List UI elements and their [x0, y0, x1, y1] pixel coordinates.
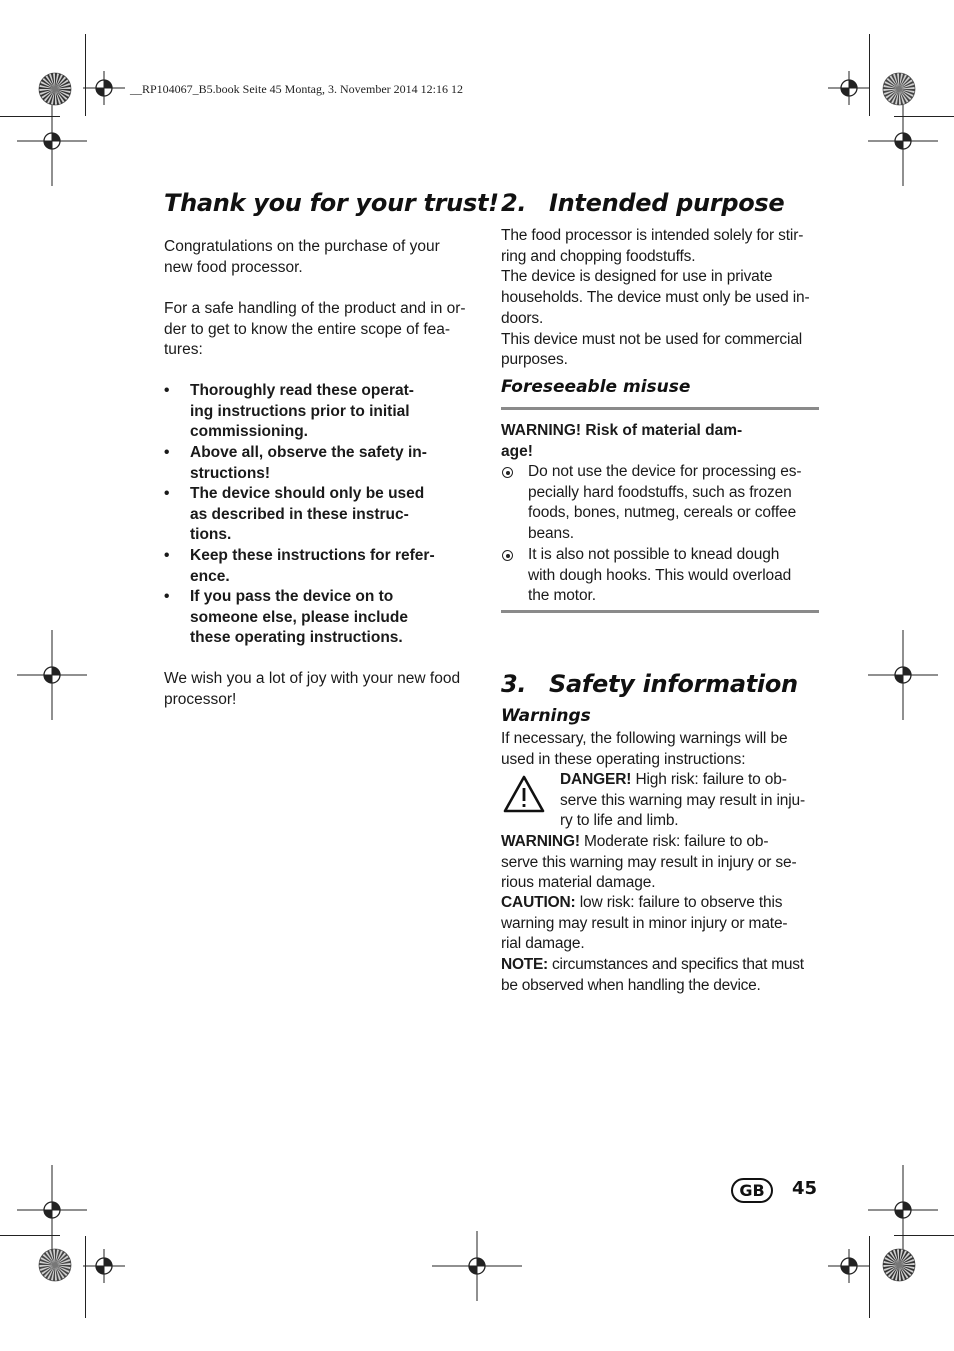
registration-mark-icon	[828, 1249, 870, 1283]
registration-mark-icon	[83, 71, 125, 105]
section-number: 3.	[501, 670, 527, 698]
page-title: Thank you for your trust!	[164, 189, 499, 217]
misuse-item	[528, 545, 791, 607]
text-line: new food processor.	[164, 258, 303, 276]
section-number: 2.	[501, 189, 527, 217]
warnings-intro	[501, 729, 788, 770]
text-line: For a safe handling of the product and in or-	[164, 300, 466, 317]
text-line: der to get to know the entire scope of fea-	[164, 320, 451, 338]
note-label: NOTE:	[501, 956, 548, 973]
text-line: serve this warning may result in injury or se-	[501, 853, 797, 871]
section-heading-safety-information	[501, 670, 798, 698]
warning-box-bottom-rule	[501, 610, 819, 613]
section-title: Intended purpose	[549, 189, 785, 217]
registration-mark-icon	[868, 630, 938, 720]
text-line: ence.	[190, 567, 230, 585]
warning-triangle-icon	[502, 774, 546, 814]
registration-mark-icon	[828, 71, 870, 105]
registration-mark-icon	[868, 1165, 938, 1255]
bullet-icon: •	[164, 382, 170, 399]
safe-handling-paragraph	[164, 299, 466, 361]
circle-bullet-icon	[502, 467, 513, 478]
section-title: Safety information	[549, 670, 798, 698]
section-heading-intended-purpose	[501, 189, 784, 217]
caution-paragraph	[501, 893, 787, 955]
text-line: with dough hooks. This would overload	[528, 566, 792, 584]
text-line: High risk: failure to ob-	[631, 771, 787, 788]
circle-bullet-icon	[502, 550, 513, 561]
text-line: Above all, observe the safety in-	[190, 444, 427, 461]
text-line: Do not use the device for processing es-	[528, 463, 802, 480]
registration-mark-icon	[868, 96, 938, 186]
text-line: pecially hard foodstuffs, such as frozen	[528, 483, 792, 501]
country-badge: GB	[731, 1178, 773, 1203]
text-line: these operating instructions.	[190, 629, 403, 647]
text-line: We wish you a lot of joy with your new food	[164, 670, 461, 687]
text-line: rial damage.	[501, 935, 585, 953]
color-wheel-icon	[38, 72, 72, 106]
bullet-icon: •	[164, 444, 170, 461]
warning-paragraph	[501, 832, 796, 894]
registration-mark-icon	[17, 630, 87, 720]
text-line: the motor.	[528, 587, 596, 605]
subheading-foreseeable-misuse: Foreseeable misuse	[501, 377, 691, 397]
text-line: someone else, please include	[190, 608, 408, 626]
text-line: The food processor is intended solely for stir-	[501, 227, 804, 244]
text-line: ring and chopping foodstuffs.	[501, 247, 696, 265]
text-line: doors.	[501, 309, 544, 327]
warning-heading	[501, 421, 742, 462]
text-line: warning may result in minor injury or mate-	[501, 914, 788, 932]
text-line: rious material damage.	[501, 874, 656, 892]
warning-box-top-rule	[501, 407, 819, 410]
print-header: __RP104067_B5.book Seite 45 Montag, 3. November 2014 12:16 12	[130, 82, 463, 96]
registration-mark-icon	[432, 1231, 522, 1301]
color-wheel-icon	[882, 1248, 916, 1282]
text-line: Keep these instructions for refer-	[190, 547, 435, 564]
intended-purpose-paragraph	[501, 226, 809, 371]
text-line: Congratulations on the purchase of your	[164, 238, 440, 255]
note-paragraph	[501, 955, 804, 996]
closing-paragraph	[164, 669, 460, 710]
text-line: as described in these instruc-	[190, 505, 409, 523]
bullet-icon: •	[164, 547, 170, 564]
text-line: households. The device must only be used in-	[501, 289, 810, 307]
text-line: If you pass the device on to	[190, 588, 394, 605]
text-line: be observed when handling the device.	[501, 976, 761, 994]
text-line: structions!	[190, 464, 271, 482]
subheading-warnings: Warnings	[501, 706, 591, 726]
registration-mark-icon	[17, 96, 87, 186]
text-line: tions.	[190, 526, 232, 544]
warning-label: WARNING!	[501, 833, 580, 850]
color-wheel-icon	[38, 1248, 72, 1282]
page-number: 45	[792, 1178, 818, 1199]
caution-label: CAUTION:	[501, 894, 576, 911]
text-line: low risk: failure to observe this	[575, 894, 783, 911]
text-line: foods, bones, nutmeg, cereals or coffee	[528, 504, 797, 522]
bullet-icon: •	[164, 485, 170, 502]
text-line: purposes.	[501, 351, 568, 369]
text-line: ry to life and limb.	[560, 812, 679, 830]
text-line: tures:	[164, 341, 203, 359]
text-line: beans.	[528, 525, 574, 543]
text-line: age!	[501, 442, 533, 460]
text-line: Moderate risk: failure to ob-	[579, 833, 769, 850]
text-line: used in these operating instructions:	[501, 750, 746, 768]
text-line: If necessary, the following warnings will be	[501, 730, 788, 747]
text-line: The device should only be used	[190, 485, 425, 502]
text-line: ing instructions prior to initial	[190, 402, 410, 420]
bullet-icon: •	[164, 588, 170, 605]
text-line: processor!	[164, 690, 237, 708]
text-line: commissioning.	[190, 423, 308, 441]
text-line: This device must not be used for commercial	[501, 330, 803, 348]
text-line: circumstances and specifics that must	[547, 956, 804, 973]
misuse-item	[528, 462, 801, 545]
danger-paragraph	[560, 770, 805, 832]
intro-paragraph	[164, 237, 440, 278]
text-line: Thoroughly read these operat-	[190, 382, 414, 399]
registration-mark-icon	[83, 1249, 125, 1283]
color-wheel-icon	[882, 72, 916, 106]
danger-label: DANGER!	[560, 771, 632, 788]
text-line: WARNING! Risk of material dam-	[501, 422, 743, 439]
registration-mark-icon	[17, 1165, 87, 1255]
text-line: The device is designed for use in private	[501, 268, 773, 286]
text-line: It is also not possible to knead dough	[528, 546, 780, 563]
text-line: serve this warning may result in inju-	[560, 791, 805, 809]
